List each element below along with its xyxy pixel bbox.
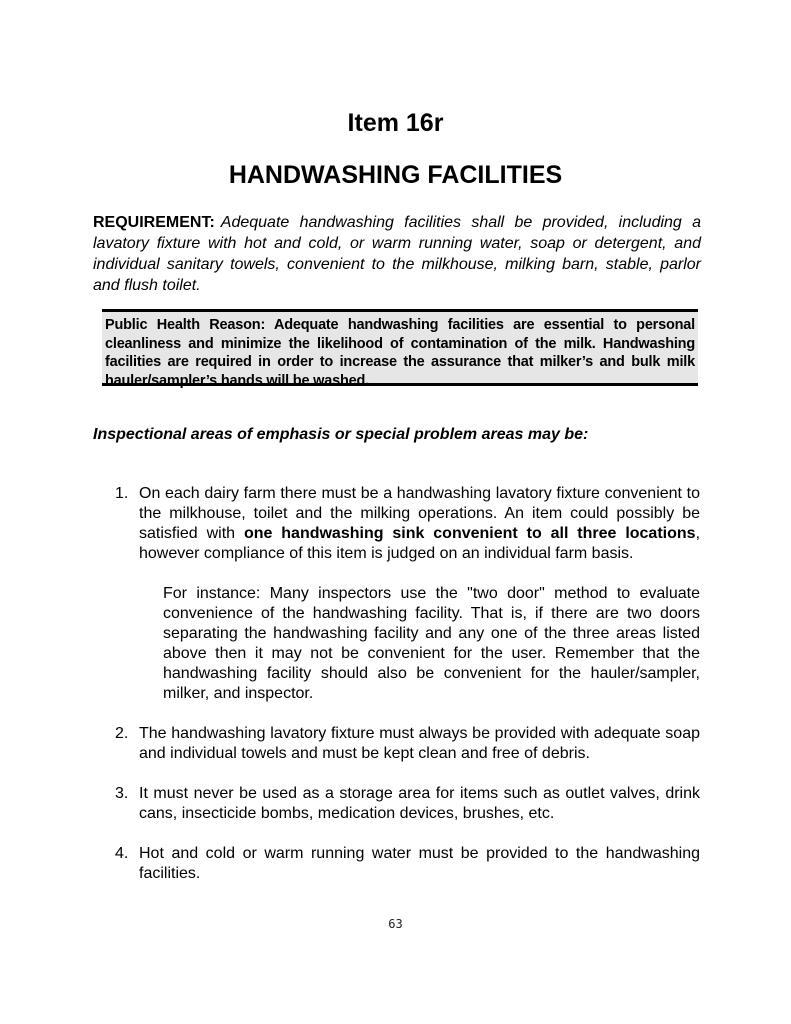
list-item-number: 3. bbox=[115, 785, 129, 802]
list-item-text-start: On each dairy farm there must be a handwashing lavatory fixture convenient to the milkhouse, toilet and the milking operations. An item could possibly be satisfied with bbox=[139, 485, 700, 542]
list-item-number: 1. bbox=[115, 485, 129, 502]
page-number: 63 bbox=[388, 917, 403, 931]
list-item-text bbox=[139, 484, 700, 564]
public-health-reason-text: Public Health Reason: Adequate handwashing facilities are essential to personal cleanliness and minimize the likelihood of contamination of the milk. Handwashing facilities are required in order to increase the assurance that milker’s and bulk milk hauler/sampler’s hands will be washed. bbox=[105, 317, 695, 389]
list-item-number: 4. bbox=[115, 845, 129, 862]
section-title: HANDWASHING FACILITIES bbox=[228, 161, 563, 189]
item-title: Item 16r bbox=[347, 109, 444, 137]
list-item bbox=[115, 844, 700, 884]
list-item-text: The handwashing lavatory fixture must always be provided with adequate soap and individual towels and must be kept clean and free of debris. bbox=[139, 725, 700, 762]
public-health-reason-box bbox=[102, 309, 698, 389]
list-item bbox=[115, 784, 700, 824]
inspection-heading: Inspectional areas of emphasis or special problem areas may be: bbox=[93, 426, 589, 443]
list-item-number: 2. bbox=[115, 725, 129, 742]
requirement-paragraph bbox=[93, 212, 701, 296]
list-item-sub-paragraph: For instance: Many inspectors use the "two door" method to evaluate convenience of the handwashing facility. That is, if there are two doors separating the handwashing facility and any one of the three areas listed above then it may not be convenient for the user. Remember that the handwashing facility should also be convenient for the hauler/sampler, milker, and inspector. bbox=[163, 585, 700, 702]
requirement-text: Adequate handwashing facilities shall be provided, including a lavatory fixture with hot and cold, or warm running water, soap or detergent, and individual sanitary towels, convenient to the milkhouse, milking barn, stable, parlor and flush toilet. bbox=[93, 214, 701, 294]
list-item bbox=[115, 484, 700, 704]
inspection-list bbox=[115, 484, 700, 884]
list-item-text: It must never be used as a storage area for items such as outlet valves, drink cans, insecticide bombs, medication devices, brushes, etc. bbox=[139, 785, 700, 822]
requirement-label: REQUIREMENT: bbox=[93, 214, 215, 231]
list-item bbox=[115, 724, 700, 764]
list-item-text: Hot and cold or warm running water must be provided to the handwashing facilities. bbox=[139, 845, 700, 882]
list-item-text-emphasis: one handwashing sink convenient to all three locations bbox=[243, 525, 696, 542]
list-item-text-end: , however compliance of this item is judged on an individual farm basis. bbox=[139, 525, 701, 562]
